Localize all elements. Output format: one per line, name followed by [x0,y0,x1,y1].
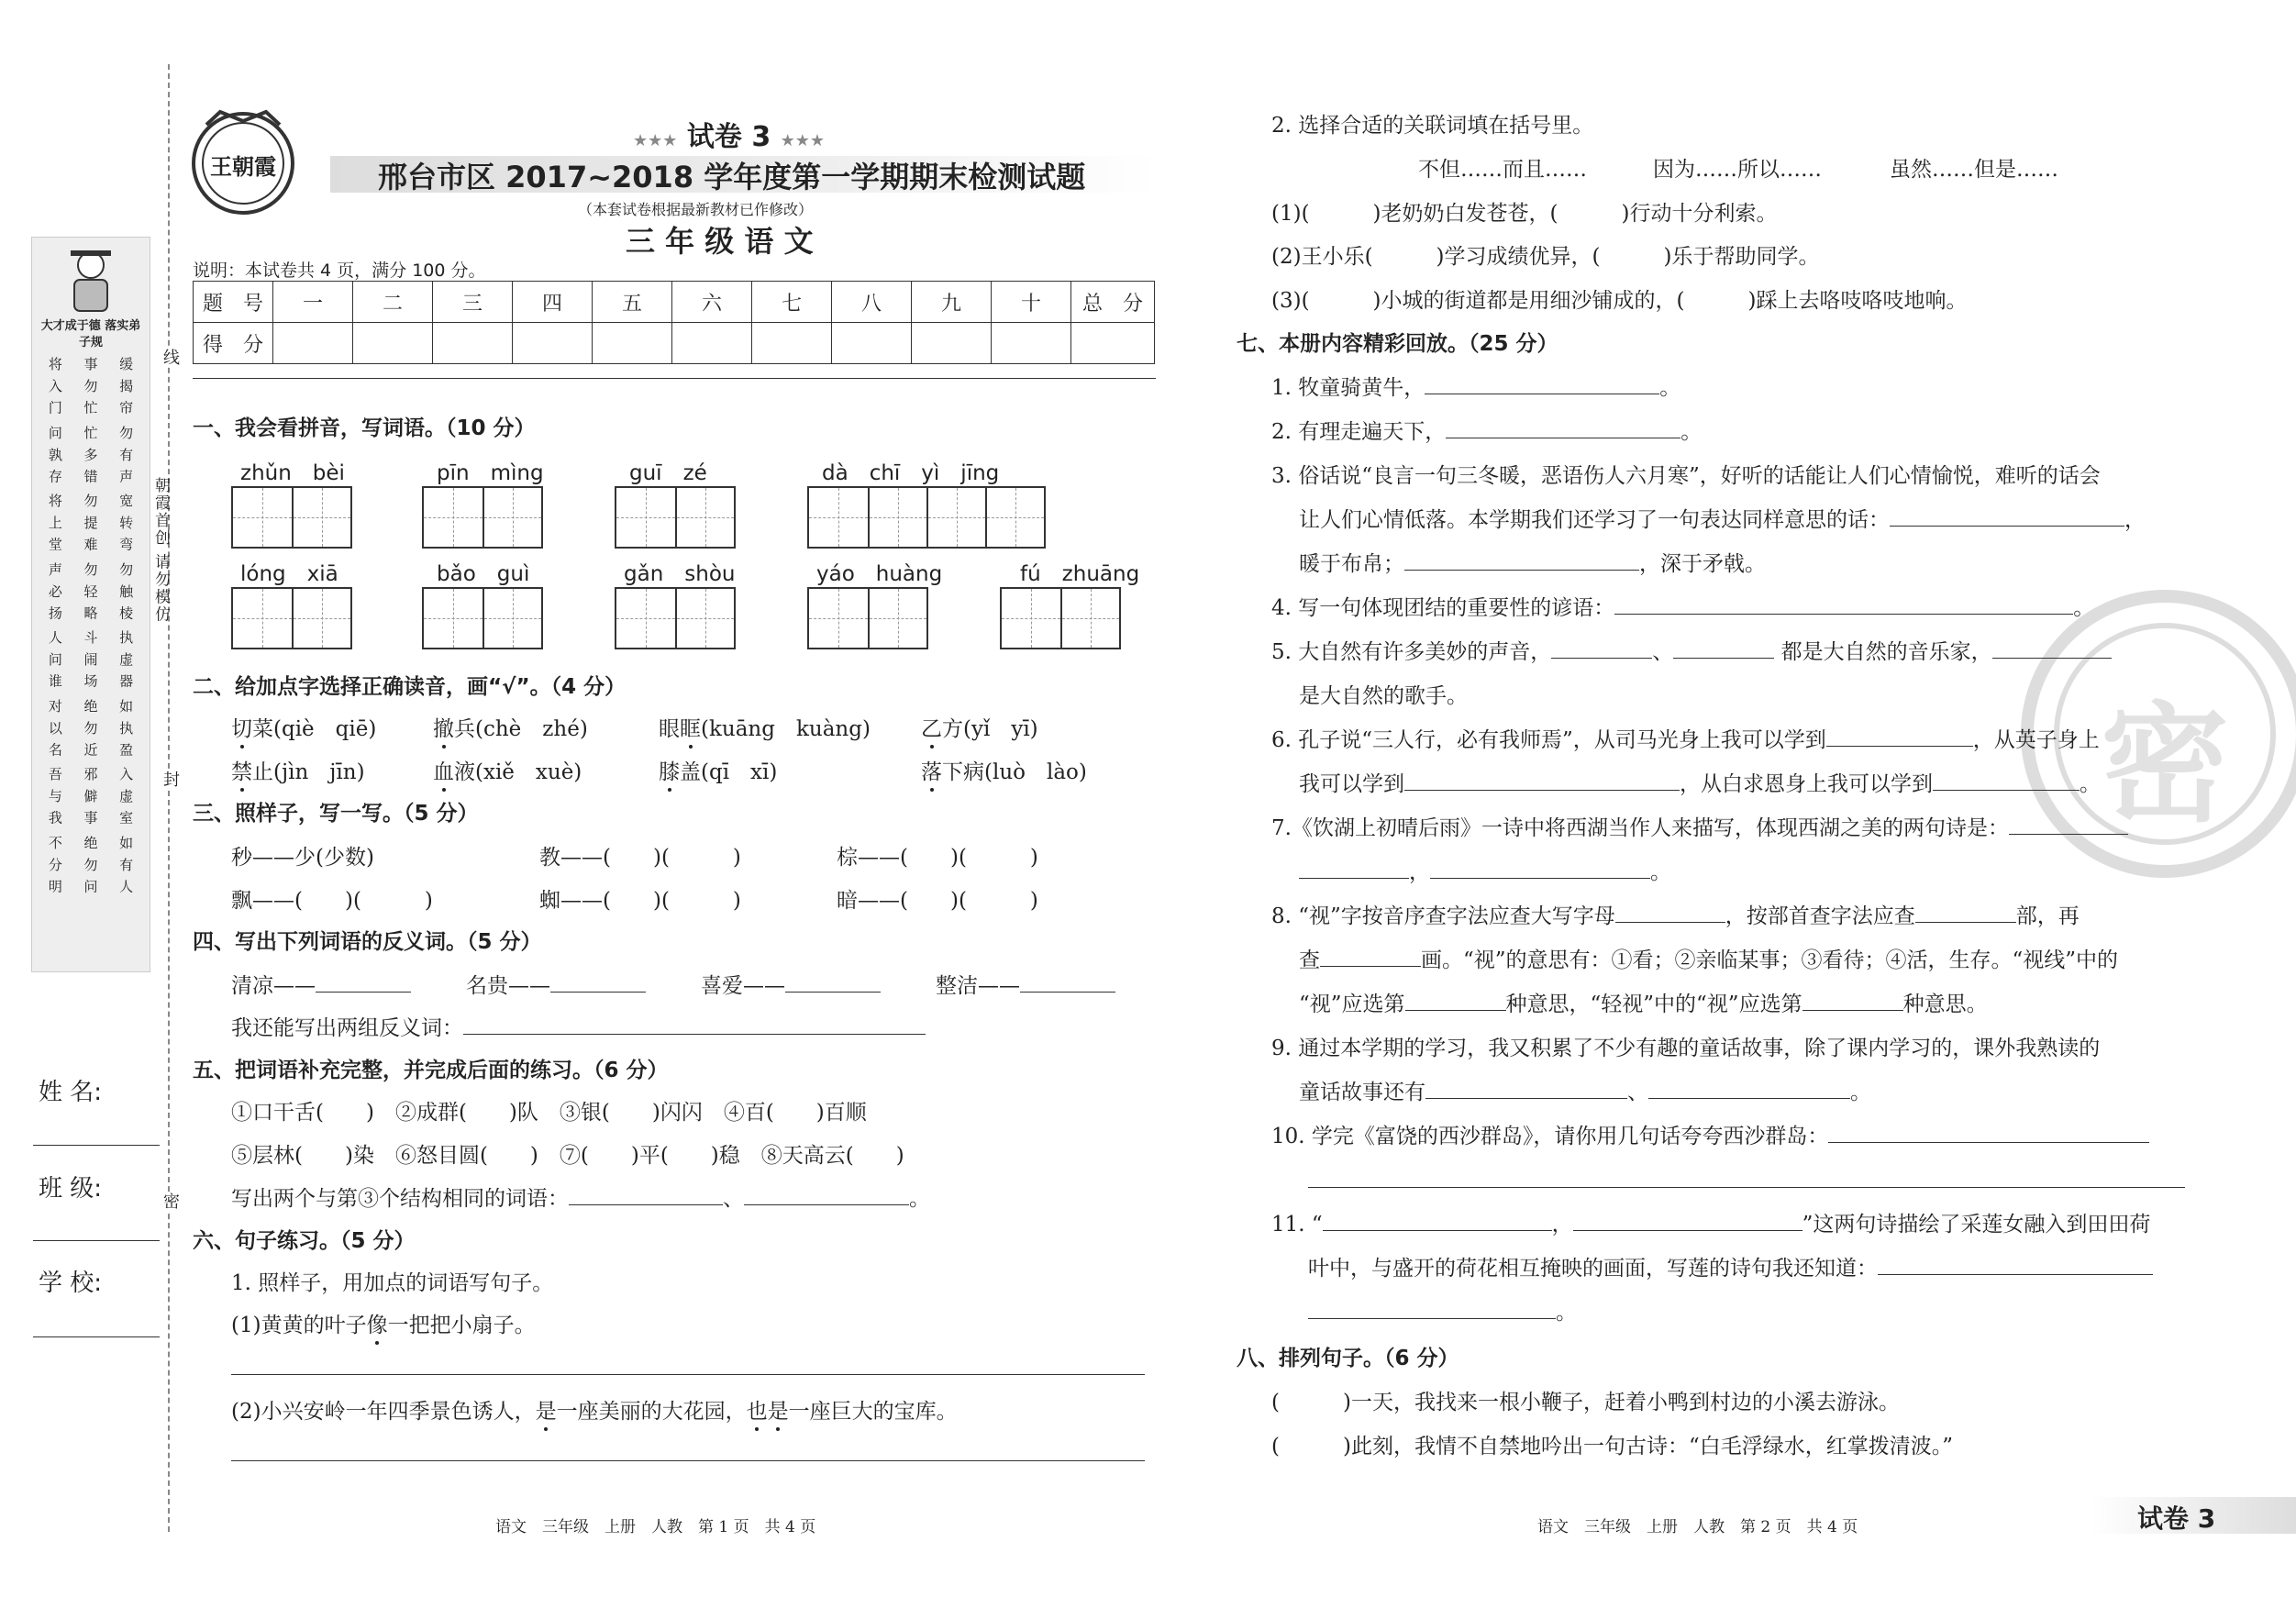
pinyin-7: gǎn shòu [624,562,736,586]
maxim: 斗 闹 场 [82,630,99,690]
question-7-3b[interactable]: 让人们心情低落。本学期我们还学习了一句表达同样意思的话： ， [1299,503,2146,533]
score-header-cell: 四 [513,282,593,323]
exam-number-text: 试卷 3 [686,121,771,153]
score-cell[interactable] [752,323,832,364]
score-cell[interactable] [353,323,433,364]
reading-item[interactable]: 落下病(luò lào) [921,760,1087,784]
vertical-note: 朝霞首创 请勿模仿 [151,477,170,624]
score-cell[interactable] [992,323,1071,364]
score-cell[interactable] [433,323,513,364]
exam-number [633,114,825,154]
maxim: 吾 与 我 [46,767,63,826]
maxim: 勿 触 棱 [117,561,135,622]
question-7-8a[interactable]: 8. “视”字按音序查字法应查大写字母 ，按部首查字法应查 部，再 [1271,899,2080,929]
watermark-text: 密 [2100,690,2229,840]
antonym-item[interactable]: 名贵—— [466,969,646,999]
score-cell[interactable] [593,323,672,364]
pinyin-3: guī zé [629,461,707,485]
score-row-label: 得 分 [194,323,273,364]
pinyin-8: yáo huàng [816,562,943,586]
subject-title: 三 年 级 语 文 [626,224,814,259]
binding-word: 封 [158,771,182,789]
question-7-11c[interactable]: 。 [1308,1295,1577,1325]
page-footer-left: 语文 三年级 上册 人教 第 1 页 共 4 页 [495,1518,816,1536]
score-cell[interactable] [832,323,912,364]
score-cell[interactable] [912,323,992,364]
question-7-5[interactable]: 5. 大自然有许多美妙的声音， 、 都是大自然的音乐家， [1271,635,2112,665]
score-table [193,281,1155,364]
binding-word: 线 [158,349,182,367]
idiom-row-1[interactable]: ①口干舌( ) ②成群( )队 ③银( )闪闪 ④百( )百顺 [231,1101,867,1125]
kid-figure-icon [63,245,118,318]
score-cell[interactable] [513,323,593,364]
antonym-item[interactable]: 喜爱—— [701,969,881,999]
reading-item[interactable]: 撤兵(chè zhé) [433,717,588,741]
exam-title: 邢台市区 2017~2018 学年度第一学期期末检测试题 [378,160,1086,194]
question-7-10[interactable]: 10. 学完《富饶的西沙群岛》，请你用几句话夸夸西沙群岛： [1271,1119,2149,1149]
reading-item[interactable]: 膝盖(qī xī) [659,760,778,784]
section-8-title: 八、排列句子。（6 分） [1237,1347,1459,1370]
corner-tag-text: 试卷 3 [2137,1503,2216,1534]
question-7-7[interactable]: 7.《饮湖上初晴后雨》一诗中将西湖当作人来描写，体现西湖之美的两句诗是： [1271,811,2128,841]
maxim: 如 有 人 [117,835,135,895]
pinyin-2: pīn mìng [437,461,544,485]
antonym-item[interactable]: 清凉—— [231,969,411,999]
maxim: 忙 多 错 [82,425,99,485]
maxim: 邪 僻 事 [82,767,99,826]
score-row [194,323,1155,364]
score-header-cell: 九 [912,282,992,323]
writing-grid-8[interactable] [807,587,928,649]
reading-item[interactable]: 眼眶(kuāng kuàng) [659,717,871,741]
reading-item[interactable]: 禁止(jìn jīn) [231,760,365,784]
reading-item[interactable]: 血液(xiě xuè) [433,760,582,784]
stars-left: ★★★ [633,131,678,150]
logo-text: 王朝霞 [210,153,276,180]
idiom-task[interactable]: 写出两个与第③个结构相同的词语： 、 。 [231,1181,930,1212]
header-rule [193,378,1156,379]
question-7-9b[interactable]: 童话故事还有 、 。 [1299,1075,1871,1105]
writing-grid-7[interactable] [615,587,736,649]
maxim: 声 必 扬 [46,561,63,622]
maxim: 绝 勿 近 [82,698,99,759]
school-label: 学 校: [39,1270,103,1297]
pinyin-6: bǎo guì [437,562,530,586]
maxim: 不 分 明 [46,835,63,895]
writing-grid-6[interactable] [422,587,543,649]
logo [188,108,298,218]
fill-item[interactable]: 棕——( )( ) [837,846,1038,870]
reading-item[interactable]: 乙方(yǐ yī) [921,717,1038,741]
fill-item[interactable]: 蜘——( )( ) [539,889,741,913]
writing-grid-5[interactable] [231,587,352,649]
score-header-cell: 三 [433,282,513,323]
maxim: 如 执 盈 [117,698,135,759]
question-2: 2. 选择合适的关联词填在括号里。 [1271,114,1594,138]
pinyin-4: dà chī yì jīng [822,461,1000,485]
writing-grid-1[interactable] [231,486,352,549]
maxims [38,357,144,894]
idiom-row-2[interactable]: ⑤层林( )染 ⑥怒目圆( ) ⑦( )平( )稳 ⑧天高云( ) [231,1144,904,1168]
maxim: 勿 轻 略 [82,561,99,622]
binding-word: 密 [158,1192,182,1211]
question-7-11b[interactable]: 叶中，与盛开的荷花相互掩映的画面，写莲的诗句我还知道： [1308,1251,2153,1281]
question-6-1a: (1)黄黄的叶子像一把把小扇子。 [231,1314,536,1337]
maxim: 绝 勿 问 [82,835,99,895]
conjunction-item[interactable]: (3)( )小城的街道都是用细沙铺成的，( )踩上去咯吱咯吱地响。 [1271,289,1968,313]
section-3-title: 三、照样子，写一写。（5 分） [193,802,479,826]
writing-grid-2[interactable] [422,486,543,549]
conjunction-item[interactable]: (2)王小乐( )学习成绩优异，( )乐于帮助同学。 [1271,245,1820,269]
maxim: 入 虚 室 [117,767,135,826]
score-cell[interactable] [1071,323,1155,364]
maxim: 将 上 堂 [46,494,63,553]
pinyin-5: lóng xiā [240,562,338,586]
score-header-cell: 题 号 [194,282,273,323]
example-item: 秒——少(少数) [231,846,374,870]
maxim: 勿 提 难 [82,494,99,553]
question-7-6b[interactable]: 我可以学到 ，从白求恩身上我可以学到 。 [1299,767,2101,797]
fill-item[interactable]: 暗——( )( ) [837,889,1038,913]
score-header-cell: 总 分 [1071,282,1155,323]
section-7-title: 七、本册内容精彩回放。（25 分） [1237,332,1558,356]
writing-grid-3[interactable] [615,486,736,549]
pinyin-9: fú zhuāng [1020,562,1140,586]
score-header-cell: 一 [273,282,353,323]
question-7-2[interactable]: 2. 有理走遍天下， 。 [1271,415,1702,445]
answer-line[interactable] [231,1374,1145,1375]
question-7-3c[interactable]: 暖于布帛； ，深于矛戟。 [1299,547,1766,577]
question-7-6a[interactable]: 6. 孔子说“三人行，必有我师焉”，从司马光身上我可以学到 ，从英子身上 [1271,723,2100,753]
score-header-row [194,282,1155,323]
maxim: 人 问 谁 [46,630,63,690]
school-field[interactable] [33,1336,160,1337]
question-7-9a: 9. 通过本学期的学习，我又积累了不少有趣的童话故事，除了课内学习的，课外我熟读的 [1271,1037,2101,1060]
score-header-cell: 二 [353,282,433,323]
antonym-more[interactable]: 我还能写出两组反义词： [231,1011,926,1041]
section-6-title: 六、句子练习。（5 分） [193,1229,416,1253]
question-7-8b[interactable]: 查 画。“视”的意思有：①看；②亲临某事；③看待；④活，生存。“视线”中的 [1299,943,2118,973]
conjunction-item[interactable]: (1)( )老奶奶白发苍苍，( )行动十分利索。 [1271,202,1778,226]
score-header-cell: 八 [832,282,912,323]
fill-item[interactable]: 教——( )( ) [539,846,741,870]
exam-explain: 说明：本试卷共 4 页，满分 100 分。 [193,261,486,281]
name-field[interactable] [33,1145,160,1146]
section-1-title: 一、我会看拼音，写词语。（10 分） [193,416,536,440]
answer-line[interactable] [231,1460,1145,1461]
edition-note: （本套试卷根据最新教材已作修改） [578,201,814,218]
maxim: 缓 揭 帘 [117,357,135,416]
maxim: 事 勿 忙 [82,357,99,416]
question-7-7b[interactable]: ， 。 [1299,855,1671,885]
maxim: 对 以 名 [46,698,63,759]
score-header-cell: 七 [752,282,832,323]
stars-right: ★★★ [780,131,826,150]
maxim: 勿 有 声 [117,425,135,485]
section-5-title: 五、把词语补充完整，并完成后面的练习。（6 分） [193,1059,669,1082]
binding-line [168,64,170,1532]
order-item[interactable]: ( )一天，我找来一根小鞭子，赶着小鸭到村边的小溪去游泳。 [1271,1391,1900,1414]
score-header-cell: 五 [593,282,672,323]
score-header-cell: 六 [672,282,752,323]
writing-grid-4[interactable] [807,486,1046,549]
name-label: 姓 名: [39,1079,103,1106]
question-7-5c: 是大自然的歌手。 [1299,684,1468,708]
section-4-title: 四、写出下列词语的反义词。（5 分） [193,930,542,954]
question-6-1b: (2)小兴安岭一年四季景色诱人，是一座美丽的大花园，也是一座巨大的宝库。 [231,1400,958,1424]
maxim: 执 虚 器 [117,630,135,690]
conjunction-option: 因为……所以…… [1653,158,1822,182]
pinyin-1: zhǔn bèi [240,461,345,485]
sidebar-motto: 大才成于德 落实弟子规 [40,319,141,349]
answer-line[interactable] [1308,1187,2185,1188]
sidebar-panel [31,237,150,972]
conjunction-option: 不但……而且…… [1418,158,1587,182]
question-6-1: 1. 照样子，用加点的词语写句子。 [231,1271,554,1295]
antonym-item[interactable]: 整洁—— [936,969,1115,999]
class-label: 班 级: [39,1175,103,1203]
score-header-cell: 十 [992,282,1071,323]
section-2-title: 二、给加点字选择正确读音，画“√”。（4 分） [193,675,627,699]
reading-item[interactable]: 切菜(qiè qiē) [231,717,377,741]
writing-grid-9[interactable] [1000,587,1121,649]
conjunction-option: 虽然……但是…… [1890,158,2058,182]
maxim: 宽 转 弯 [117,494,135,553]
question-7-3a: 3. 俗话说“良言一句三冬暖，恶语伤人六月寒”，好听的话能让人们心情愉悦，难听的话会 [1271,464,2101,488]
question-7-1[interactable]: 1. 牧童骑黄牛， 。 [1271,371,1680,401]
page-footer-right: 语文 三年级 上册 人教 第 2 页 共 4 页 [1537,1518,1858,1536]
question-7-11a[interactable]: 11. “ ， ”这两句诗描绘了采莲女融入到田田荷 [1271,1207,2150,1237]
question-7-8c[interactable]: “视”应选第 种意思，“轻视”中的“视”应选第 种意思。 [1299,987,1988,1017]
score-cell[interactable] [273,323,353,364]
maxim: 将 入 门 [46,357,63,416]
maxim: 问 孰 存 [46,425,63,485]
fill-item[interactable]: 飘——( )( ) [231,889,433,913]
question-7-4[interactable]: 4. 写一句体现团结的重要性的谚语： 。 [1271,591,2094,621]
order-item[interactable]: ( )此刻，我情不自禁地吟出一句古诗：“白毛浮绿水，红掌拨清波。” [1271,1435,1953,1458]
class-field[interactable] [33,1240,160,1241]
score-cell[interactable] [672,323,752,364]
